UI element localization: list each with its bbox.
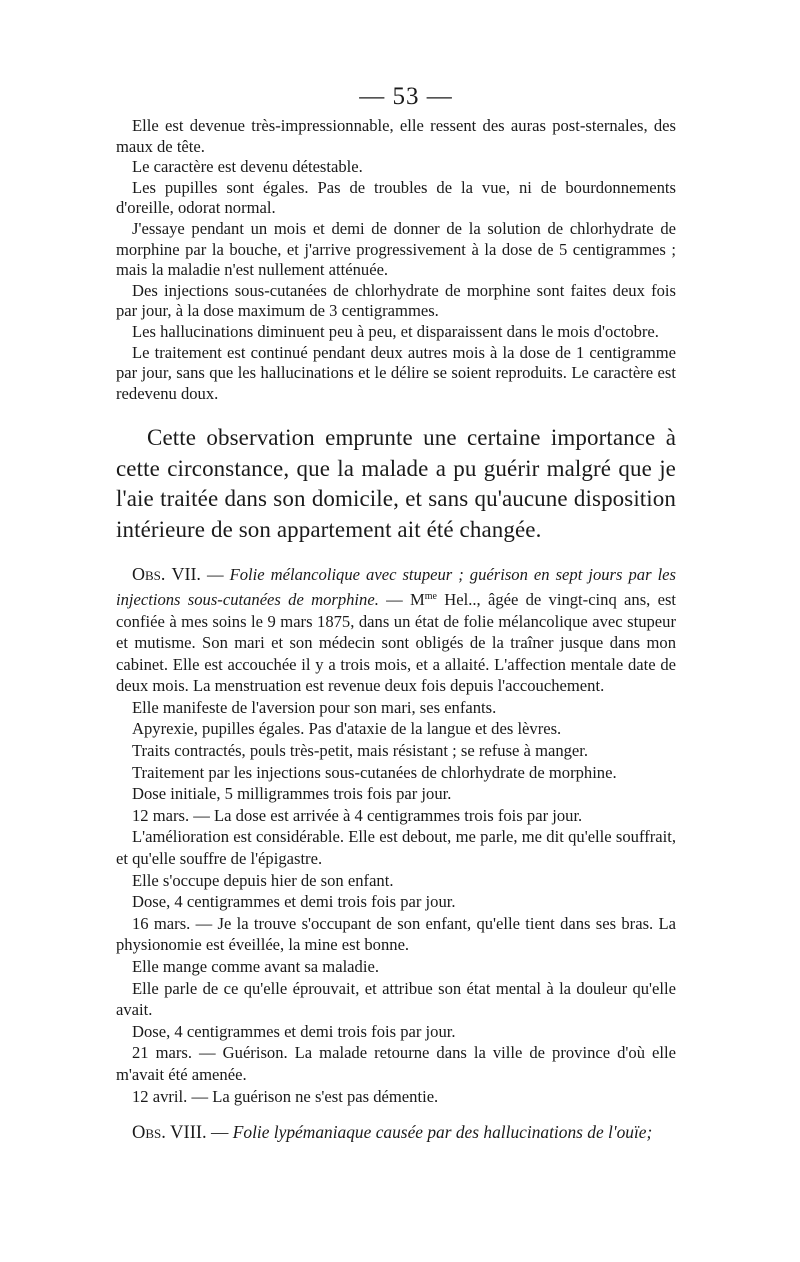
paragraph: Dose, 4 centigrammes et demi trois fois par jour. [132,1021,456,1041]
paragraph: Elle parle de ce qu'elle éprouvait, et attribue son état mental à la douleur qu'elle avait. [116,978,676,1020]
page-number: — 53 — [359,83,453,110]
observation-title: Folie lypémaniaque causée par des hallucinations de l'ouïe; [232,1122,653,1143]
observation-7-heading [116,564,676,697]
commentary-paragraph: Cette observation emprunte une certaine importance à cette circonstance, que la malade a pu guérir malgré que je l'aie traitée dans son domicile, et sans qu'aucune disposition intérieure de son appartement ait été changée. [116,425,676,542]
paragraph: Les hallucinations diminuent peu à peu, et disparaissent dans le mois d'octobre. [132,321,659,341]
patient-prefix: M [410,589,425,609]
paragraph: Traits contractés, pouls très-petit, mais résistant ; se refuse à manger. [132,741,589,761]
observation-label: Obs. VIII. [132,1123,207,1144]
paragraph: 16 mars. — Je la trouve s'occupant de son enfant, qu'elle tient dans ses bras. La physionomie est éveillée, la mine est bonne. [116,913,676,955]
paragraph: 12 mars. — La dose est arrivée à 4 centigrammes trois fois par jour. [132,805,583,825]
dash: — [378,589,411,609]
paragraph: Dose, 4 centigrammes et demi trois fois par jour. [132,892,456,912]
paragraph: Elle manifeste de l'aversion pour son mari, ses enfants. [132,697,497,717]
observation-7-notes [116,697,676,1107]
paragraph: J'essaye pendant un mois et demi de donner de la solution de chlorhydrate de morphine par la bouche, et j'arrive progressivement à la dose de 5 centigrammes ; mais la maladie n'est nullement atténuée. [116,218,676,280]
observation-8-heading [116,1121,676,1144]
paragraph: Le caractère est devenu détestable. [132,157,363,177]
observation-title: Folie mélancolique avec stupeur ; guérison en sept jours par les injections sous-cutanées de morphine. [116,565,676,609]
paragraph: Le traitement est continué pendant deux autres mois à la dose de 1 centigramme par jour, sans que les hallucinations et le délire se soient reproduits. Le caractère est redevenu doux. [116,342,676,403]
dash: — [200,565,230,585]
paragraph: Elle mange comme avant sa maladie. [132,957,379,976]
patient-superscript: me [424,590,437,602]
paragraph: 12 avril. — La guérison ne s'est pas démentie. [132,1086,439,1106]
paragraph: Elle est devenue très-impressionnable, elle ressent des auras post-sternales, des maux de tête. [116,116,676,156]
observation-label: Obs. VII. [132,564,201,585]
intro-section [116,116,676,404]
paragraph: Elle s'occupe depuis hier de son enfant. [132,870,394,890]
dash: — [206,1122,233,1143]
paragraph: Traitement par les injections sous-cutanées de chlorhydrate de morphine. [132,762,617,782]
paragraph: Dose initiale, 5 milligrammes trois fois par jour. [132,784,452,804]
paragraph: 21 mars. — Guérison. La malade retourne dans la ville de province d'où elle m'avait été amenée. [116,1043,676,1084]
observation-text: Hel.., âgée de vingt-cinq ans, est confiée à mes soins le 9 mars 1875, dans un état de folie mélancolique avec stupeur et mutisme. Son mari et son médecin sont obligés de la traîner jusque dans mon cabinet. Elle est accouchée il y a trois mois, et a allaité. L'affection mentale date de deux mois. La menstruation est revenue deux fois depuis l'accouchement. [116,589,677,696]
paragraph: Des injections sous-cutanées de chlorhydrate de morphine sont faites deux fois par jour, à la dose maximum de 3 centigrammes. [116,280,676,321]
book-page [116,82,676,1162]
paragraph: L'amélioration est considérable. Elle est debout, me parle, me dit qu'elle souffrait, et qu'elle souffre de l'épigastre. [116,827,676,869]
paragraph: Apyrexie, pupilles égales. Pas d'ataxie de la langue et des lèvres. [132,719,562,739]
paragraph: Les pupilles sont égales. Pas de troubles de la vue, ni de bourdonnements d'oreille, odorat normal. [116,177,676,218]
